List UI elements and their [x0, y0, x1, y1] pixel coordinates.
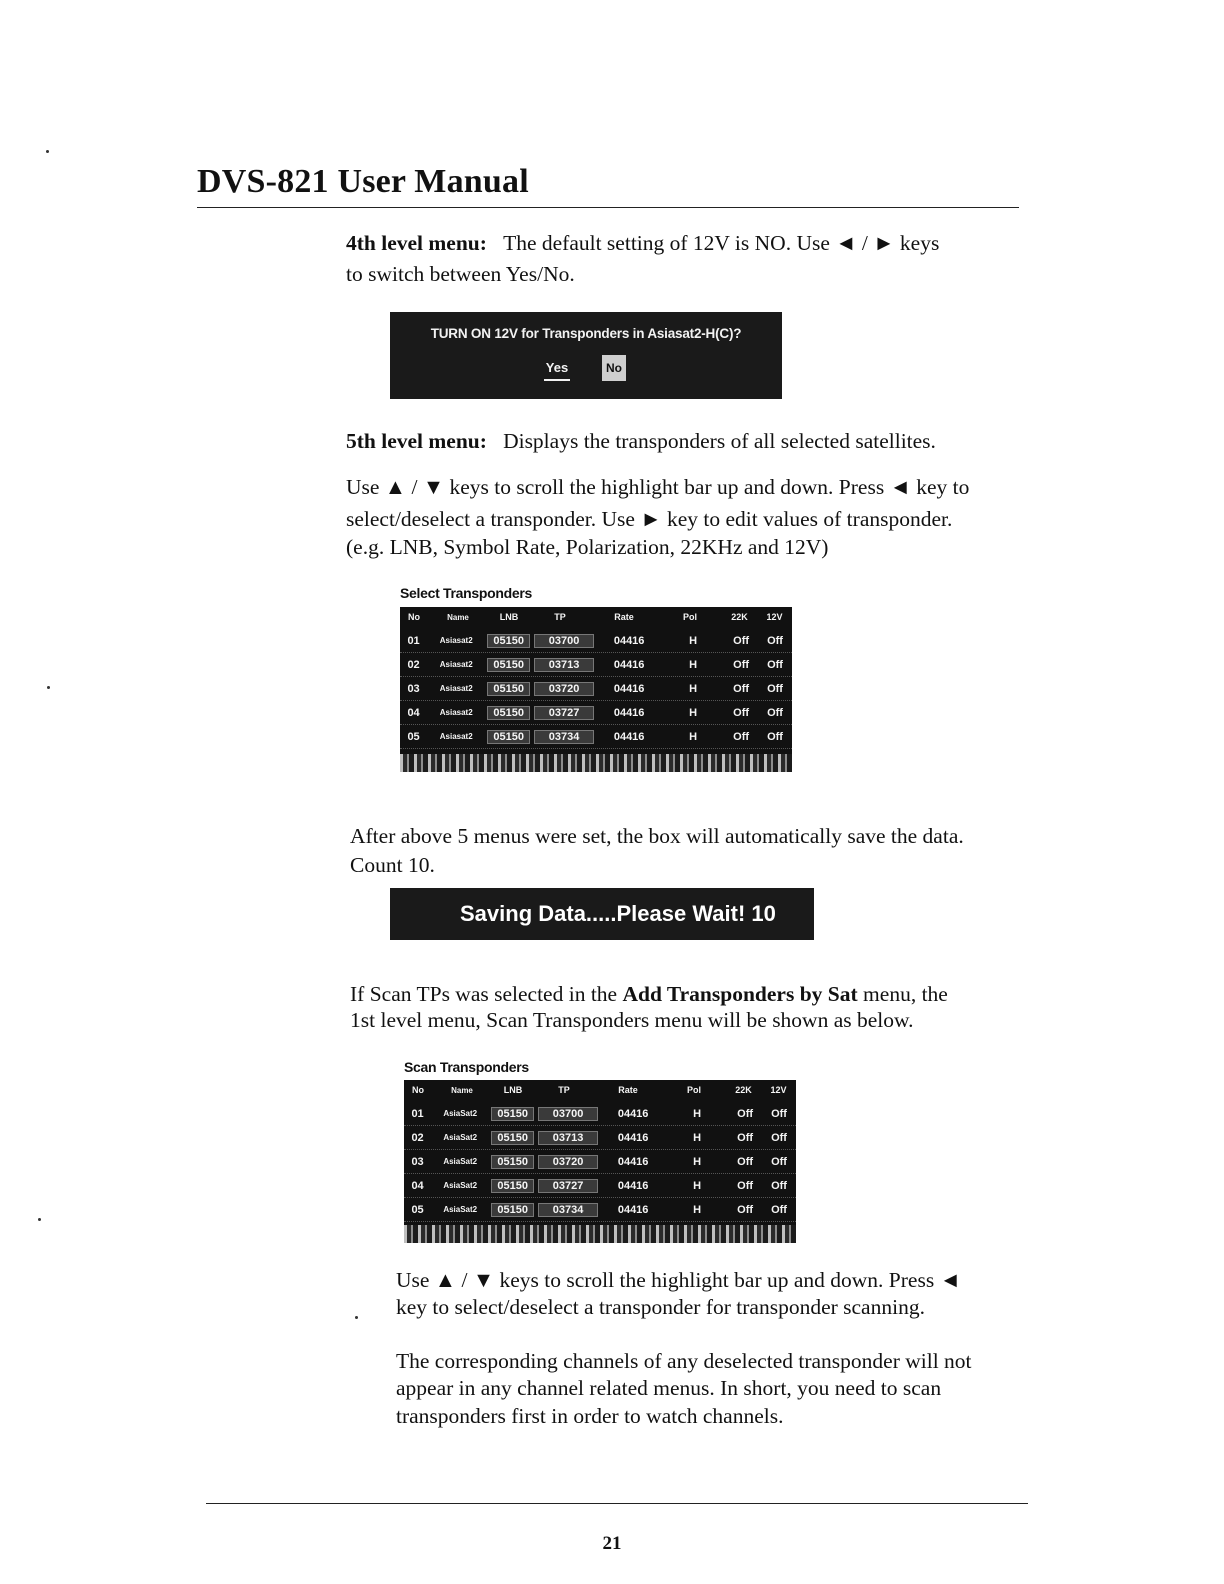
table-cell: 04416 — [617, 1203, 649, 1216]
table-cell: H — [689, 658, 698, 671]
table-cell: 03720 — [534, 682, 594, 696]
table-cell: Off — [767, 730, 783, 743]
table-cell: Off — [767, 706, 783, 719]
table-cell: Off — [771, 1179, 787, 1192]
table-cell: 04416 — [613, 706, 645, 719]
table-cell: AsiaSat2 — [443, 1157, 478, 1166]
section-5th-line2: Use ▲ / ▼ keys to scroll the highlight bar up and down. Press ◄ key to — [346, 475, 970, 499]
table-cell: 03734 — [538, 1203, 598, 1217]
page-title: DVS-821 User Manual — [197, 163, 529, 200]
table-cell: 04416 — [617, 1131, 649, 1144]
table-cell: H — [693, 1131, 702, 1144]
page-number: 21 — [602, 1533, 622, 1554]
table-cell: 05 — [407, 730, 420, 743]
table-cell: H — [693, 1179, 702, 1192]
table-row[interactable] — [400, 725, 792, 749]
table-cell: Off — [737, 1131, 754, 1144]
table-cell: 04 — [407, 706, 420, 719]
table-cell: 03727 — [534, 706, 594, 720]
scan-notes-line2: key to select/deselect a transponder for transponder scanning. — [396, 1295, 925, 1319]
table-cell: Off — [767, 682, 783, 695]
after-menus-line2: Count 10. — [350, 853, 435, 877]
table-cell: Asiasat2 — [439, 708, 473, 717]
table-row[interactable] — [404, 1150, 796, 1174]
scan-intro-line2: 1st level menu, Scan Transponders menu will be shown as below. — [350, 1008, 914, 1032]
table-cell: 05150 — [487, 658, 530, 672]
column-header: TP — [554, 612, 566, 622]
footer-divider — [206, 1503, 1028, 1504]
column-header: Rate — [614, 612, 634, 622]
section-5th-line3: select/deselect a transponder. Use ► key to edit values of transponder. — [346, 507, 953, 531]
table-cell: Asiasat2 — [439, 636, 473, 645]
column-header: Rate — [618, 1085, 638, 1095]
after-menus-line1: After above 5 menus were set, the box will automatically save the data. — [350, 824, 964, 848]
table-cell: Off — [771, 1131, 787, 1144]
column-header: Name — [447, 612, 469, 622]
scan-mark — [355, 1316, 358, 1319]
table-cell: 05150 — [491, 1155, 534, 1169]
saving-text: Saving Data.....Please Wait! 10 — [460, 901, 776, 926]
section-4th-line2: to switch between Yes/No. — [346, 262, 575, 286]
table-cell: H — [689, 730, 698, 743]
table-row[interactable] — [400, 629, 792, 653]
scan-mark — [47, 686, 50, 689]
dialog-12v-title: TURN ON 12V for Transponders in Asiasat2-H(C)? — [430, 326, 742, 341]
table-cell: Off — [737, 1155, 754, 1168]
scan-intro-before: If Scan TPs was selected in the — [350, 982, 623, 1006]
table-cell: 03727 — [538, 1179, 598, 1193]
table-cell: H — [689, 634, 698, 647]
table-cell: H — [689, 706, 698, 719]
table-cell: AsiaSat2 — [443, 1109, 478, 1118]
table-cell: 05 — [411, 1203, 424, 1216]
table-cell: H — [693, 1155, 702, 1168]
table-cell: 03700 — [538, 1107, 598, 1121]
column-header: 22K — [735, 1085, 752, 1095]
table-cell: Off — [771, 1203, 787, 1216]
table-cell: 04416 — [613, 658, 645, 671]
table-cell: 04416 — [617, 1179, 649, 1192]
table-cell: 04 — [411, 1179, 424, 1192]
table-cell: 04416 — [613, 634, 645, 647]
column-header: TP — [558, 1085, 570, 1095]
scan-mark — [46, 150, 49, 153]
scan-table-caption: Scan Transponders — [404, 1059, 529, 1075]
table-cell: 03734 — [534, 730, 594, 744]
table-cell: Off — [733, 634, 750, 647]
table-cell: Asiasat2 — [439, 684, 473, 693]
column-header: LNB — [499, 612, 519, 622]
section-4th-lead: 4th level menu: — [346, 231, 487, 255]
select-transponders-table — [400, 607, 792, 772]
table-row[interactable] — [404, 1126, 796, 1150]
table-cell: 01 — [407, 634, 420, 647]
column-header: 12V — [766, 612, 783, 622]
table-cell: Asiasat2 — [439, 660, 473, 669]
table-row[interactable] — [400, 677, 792, 701]
column-header: Pol — [682, 612, 697, 622]
table-cell: 03713 — [538, 1131, 598, 1145]
table-cell: 03700 — [534, 634, 594, 648]
table-header — [404, 1080, 796, 1100]
section-4th-text: The default setting of 12V is NO. Use ◄ / ► keys — [503, 231, 940, 255]
scan-intro-after: menu, the — [857, 982, 948, 1006]
table-cell: Off — [737, 1203, 754, 1216]
scan-mark — [38, 1218, 41, 1221]
section-5th-lead: 5th level menu: — [346, 429, 487, 453]
table-cell: 04416 — [617, 1107, 649, 1120]
section-5th-text: Displays the transponders of all selected satellites. — [503, 429, 936, 453]
table-cell: 02 — [411, 1131, 424, 1144]
table-cell: 05150 — [491, 1179, 534, 1193]
column-header: No — [412, 1085, 424, 1095]
table-cell: Off — [733, 730, 750, 743]
scan-notes-line5: transponders first in order to watch channels. — [396, 1404, 784, 1428]
section-5th-line4: (e.g. LNB, Symbol Rate, Polarization, 22KHz and 12V) — [346, 535, 829, 559]
table-cell: H — [689, 682, 698, 695]
table-cell: 05150 — [487, 634, 530, 648]
dialog-12v-screen — [390, 312, 782, 399]
table-cell: Off — [733, 706, 750, 719]
table-row[interactable] — [400, 653, 792, 677]
table-row[interactable] — [400, 701, 792, 725]
table-cell: Off — [771, 1107, 787, 1120]
table-cell: 03 — [407, 682, 420, 695]
table-cell: AsiaSat2 — [443, 1205, 478, 1214]
table-cell: 05150 — [491, 1131, 534, 1145]
table-scroll-footer — [400, 754, 792, 772]
table-cell: 05150 — [491, 1203, 534, 1217]
table-cell: 03720 — [538, 1155, 598, 1169]
table-row[interactable] — [404, 1174, 796, 1198]
table-cell: 04416 — [613, 682, 645, 695]
scan-notes-line4: appear in any channel related menus. In short, you need to scan — [396, 1376, 942, 1400]
table-cell: Off — [771, 1155, 787, 1168]
table-cell: 05150 — [487, 706, 530, 720]
saving-banner — [390, 888, 814, 940]
table-cell: H — [693, 1107, 702, 1120]
no-option[interactable]: No — [602, 355, 626, 381]
table-header — [400, 607, 792, 627]
table-cell: Off — [767, 634, 783, 647]
table-cell: 04416 — [613, 730, 645, 743]
column-header: LNB — [503, 1085, 523, 1095]
column-header: No — [408, 612, 420, 622]
section-5th-line1 — [346, 426, 936, 456]
column-header: 12V — [770, 1085, 787, 1095]
table-cell: 03 — [411, 1155, 424, 1168]
title-divider — [197, 207, 1019, 208]
table-cell: AsiaSat2 — [443, 1133, 478, 1142]
table-row[interactable] — [404, 1102, 796, 1126]
scan-intro-bold: Add Transponders by Sat — [622, 982, 858, 1006]
column-header: Pol — [686, 1085, 701, 1095]
table-cell: 02 — [407, 658, 420, 671]
section-4th-line1 — [346, 228, 939, 258]
table-cell: AsiaSat2 — [443, 1181, 478, 1190]
table-cell: 01 — [411, 1107, 424, 1120]
table-cell: 04416 — [617, 1155, 649, 1168]
scan-notes-line1: Use ▲ / ▼ keys to scroll the highlight bar up and down. Press ◄ — [396, 1268, 961, 1292]
table-cell: 05150 — [491, 1107, 534, 1121]
table-cell: Off — [737, 1179, 754, 1192]
table-scroll-footer — [404, 1225, 796, 1243]
table-cell: Off — [737, 1107, 754, 1120]
table-cell: Off — [767, 658, 783, 671]
table-cell: Off — [733, 658, 750, 671]
table-cell: 05150 — [487, 682, 530, 696]
column-header: Name — [451, 1085, 473, 1095]
yes-option[interactable]: Yes — [544, 360, 570, 381]
table-cell: H — [693, 1203, 702, 1216]
table-cell: Asiasat2 — [439, 732, 473, 741]
table-cell: 05150 — [487, 730, 530, 744]
scan-notes-line3: The corresponding channels of any deselected transponder will not — [396, 1349, 972, 1373]
select-table-caption: Select Transponders — [400, 585, 533, 601]
scan-transponders-table — [404, 1080, 796, 1243]
table-cell: 03713 — [534, 658, 594, 672]
column-header: 22K — [731, 612, 748, 622]
table-cell: Off — [733, 682, 750, 695]
table-row[interactable] — [404, 1198, 796, 1222]
